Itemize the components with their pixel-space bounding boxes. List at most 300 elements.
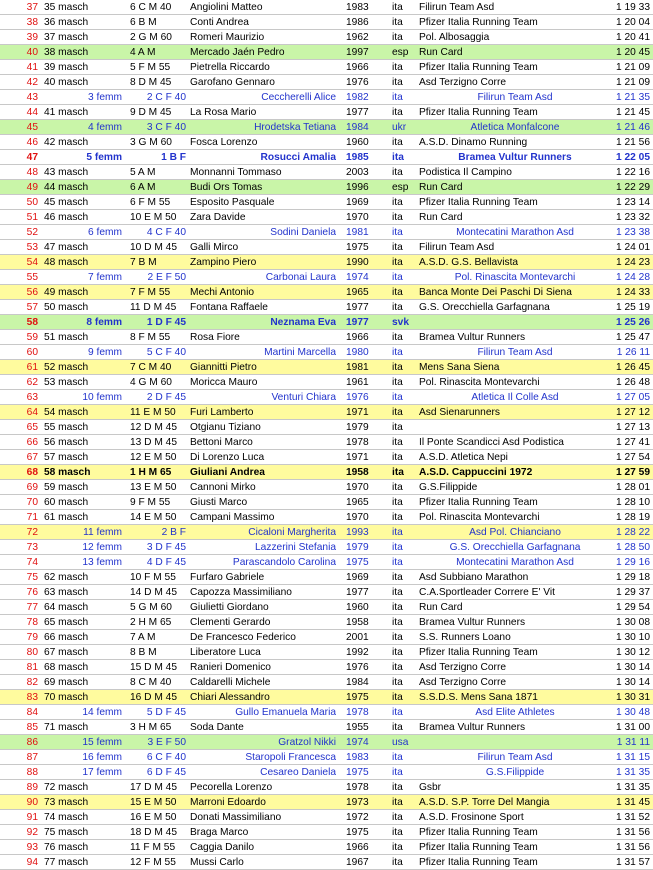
category-code-cell: 10 E M 50 [130, 212, 177, 223]
finish-time-cell: 1 21 09 [616, 62, 650, 73]
team-name-cell: Atletica Monfalcone [470, 122, 560, 133]
birth-year-cell: 1975 [346, 767, 369, 778]
nationality-cell: ita [392, 857, 403, 868]
nationality-cell: ita [392, 542, 403, 553]
nationality-cell: ita [392, 677, 403, 688]
nationality-cell: ita [392, 527, 403, 538]
team-name-cell: G.S. Orecchiella Garfagnana [449, 542, 581, 553]
category-rank-cell: 74 masch [44, 812, 89, 823]
finish-time-cell: 1 22 05 [616, 152, 650, 163]
category-code-cell: 12 E M 50 [130, 452, 177, 463]
athlete-name-cell: La Rosa Mario [190, 107, 257, 118]
athlete-name-cell: Ranieri Domenico [190, 662, 271, 673]
table-row [0, 630, 653, 645]
category-rank-cell: 6 femm [88, 227, 122, 238]
athlete-name-cell: Giuliani Andrea [190, 467, 265, 478]
table-row [0, 195, 653, 210]
birth-year-cell: 1981 [346, 362, 369, 373]
position-cell: 89 [26, 782, 38, 793]
category-code-cell: 1 D F 45 [146, 317, 186, 328]
position-cell: 44 [26, 107, 38, 118]
birth-year-cell: 1975 [346, 692, 369, 703]
table-row [0, 555, 653, 570]
nationality-cell: ita [392, 587, 403, 598]
finish-time-cell: 1 26 45 [616, 362, 650, 373]
category-rank-cell: 11 femm [83, 527, 122, 538]
nationality-cell: ita [392, 227, 403, 238]
birth-year-cell: 1983 [346, 2, 369, 13]
table-row [0, 540, 653, 555]
table-row [0, 120, 653, 135]
nationality-cell: ita [392, 422, 403, 433]
position-cell: 91 [26, 812, 38, 823]
athlete-name-cell: Romeri Maurizio [190, 32, 265, 43]
position-cell: 52 [26, 227, 38, 238]
team-name-cell: Pfizer Italia Running Team [419, 497, 538, 508]
athlete-name-cell: Conti Andrea [190, 17, 249, 28]
finish-time-cell: 1 26 11 [616, 347, 650, 358]
finish-time-cell: 1 20 04 [616, 17, 650, 28]
category-rank-cell: 3 femm [88, 92, 122, 103]
category-code-cell: 3 E F 50 [147, 737, 186, 748]
finish-time-cell: 1 24 23 [616, 257, 650, 268]
finish-time-cell: 1 21 56 [616, 137, 650, 148]
athlete-name-cell: Monnanni Tommaso [190, 167, 282, 178]
category-rank-cell: 56 masch [44, 437, 89, 448]
category-rank-cell: 60 masch [44, 497, 89, 508]
category-rank-cell: 7 femm [88, 272, 122, 283]
position-cell: 62 [26, 377, 38, 388]
position-cell: 87 [26, 752, 38, 763]
category-rank-cell: 62 masch [44, 572, 89, 583]
birth-year-cell: 1972 [346, 812, 369, 823]
category-rank-cell: 17 femm [82, 767, 122, 778]
table-row [0, 225, 653, 240]
table-row [0, 780, 653, 795]
team-name-cell: Asd Terzigno Corre [419, 662, 507, 673]
table-row [0, 720, 653, 735]
table-row [0, 60, 653, 75]
team-name-cell: Asd Sienarunners [419, 407, 500, 418]
category-code-cell: 4 A M [130, 47, 156, 58]
birth-year-cell: 1969 [346, 572, 369, 583]
nationality-cell: ita [392, 497, 403, 508]
birth-year-cell: 1984 [346, 677, 369, 688]
birth-year-cell: 2003 [346, 167, 369, 178]
category-rank-cell: 77 masch [44, 857, 89, 868]
category-code-cell: 11 E M 50 [130, 407, 176, 418]
position-cell: 71 [26, 512, 38, 523]
table-row [0, 105, 653, 120]
finish-time-cell: 1 23 32 [616, 212, 650, 223]
team-name-cell: Pfizer Italia Running Team [419, 107, 538, 118]
category-code-cell: 12 F M 55 [130, 857, 176, 868]
nationality-cell: ita [392, 107, 403, 118]
athlete-name-cell: Campani Massimo [190, 512, 275, 523]
nationality-cell: ita [392, 572, 403, 583]
team-name-cell: Il Ponte Scandicci Asd Podistica [419, 437, 564, 448]
category-code-cell: 7 B M [130, 257, 157, 268]
birth-year-cell: 1978 [346, 782, 369, 793]
table-row [0, 285, 653, 300]
finish-time-cell: 1 24 01 [616, 242, 650, 253]
team-name-cell: Asd Elite Athletes [475, 707, 555, 718]
category-code-cell: 7 A M [130, 632, 156, 643]
table-row [0, 15, 653, 30]
athlete-name-cell: Carbonai Laura [265, 272, 336, 283]
finish-time-cell: 1 25 47 [616, 332, 650, 343]
category-rank-cell: 55 masch [44, 422, 89, 433]
position-cell: 38 [26, 17, 38, 28]
position-cell: 92 [26, 827, 38, 838]
position-cell: 86 [26, 737, 38, 748]
birth-year-cell: 1979 [346, 422, 369, 433]
category-rank-cell: 59 masch [44, 482, 89, 493]
birth-year-cell: 1958 [346, 467, 369, 478]
nationality-cell: ita [392, 302, 403, 313]
athlete-name-cell: Otgianu Tiziano [190, 422, 261, 433]
finish-time-cell: 1 27 41 [616, 437, 650, 448]
position-cell: 54 [26, 257, 38, 268]
position-cell: 75 [26, 572, 38, 583]
nationality-cell: ita [392, 17, 403, 28]
table-row [0, 45, 653, 60]
nationality-cell: ita [392, 212, 403, 223]
nationality-cell: ita [392, 272, 403, 283]
athlete-name-cell: Cicaloni Margherita [248, 527, 336, 538]
category-rank-cell: 37 masch [44, 32, 89, 43]
nationality-cell: ita [392, 812, 403, 823]
athlete-name-cell: Angiolini Matteo [190, 2, 263, 13]
nationality-cell: ita [392, 287, 403, 298]
team-name-cell: Podistica Il Campino [419, 167, 512, 178]
finish-time-cell: 1 31 52 [616, 812, 650, 823]
birth-year-cell: 1977 [346, 302, 369, 313]
position-cell: 50 [26, 197, 38, 208]
category-rank-cell: 8 femm [86, 317, 122, 328]
athlete-name-cell: Liberatore Luca [190, 647, 261, 658]
category-rank-cell: 14 femm [82, 707, 122, 718]
athlete-name-cell: Capozza Massimiliano [190, 587, 292, 598]
nationality-cell: ita [392, 662, 403, 673]
category-code-cell: 4 D F 45 [146, 557, 186, 568]
category-code-cell: 7 C M 40 [130, 362, 172, 373]
birth-year-cell: 1970 [346, 512, 369, 523]
athlete-name-cell: Clementi Gerardo [190, 617, 271, 628]
category-rank-cell: 52 masch [44, 362, 89, 373]
team-name-cell: Asd Pol. Chianciano [469, 527, 561, 538]
birth-year-cell: 1955 [346, 722, 369, 733]
category-rank-cell: 64 masch [44, 602, 89, 613]
category-code-cell: 6 F M 55 [130, 197, 171, 208]
table-row [0, 660, 653, 675]
table-row [0, 210, 653, 225]
table-row [0, 390, 653, 405]
category-code-cell: 6 C M 40 [130, 2, 172, 13]
category-rank-cell: 57 masch [44, 452, 89, 463]
nationality-cell: ita [392, 617, 403, 628]
nationality-cell: ita [392, 482, 403, 493]
birth-year-cell: 1970 [346, 482, 369, 493]
birth-year-cell: 1962 [346, 32, 369, 43]
table-row [0, 795, 653, 810]
position-cell: 83 [26, 692, 38, 703]
birth-year-cell: 1967 [346, 857, 369, 868]
team-name-cell: Asd Subbiano Marathon [419, 572, 529, 583]
category-code-cell: 6 B M [130, 17, 157, 28]
team-name-cell: A.S.D. Atletica Nepi [419, 452, 508, 463]
table-row [0, 750, 653, 765]
category-code-cell: 8 F M 55 [130, 332, 171, 343]
finish-time-cell: 1 30 48 [616, 707, 650, 718]
table-row [0, 420, 653, 435]
position-cell: 55 [26, 272, 38, 283]
nationality-cell: ita [392, 92, 403, 103]
position-cell: 60 [26, 347, 38, 358]
position-cell: 40 [26, 47, 38, 58]
table-row [0, 165, 653, 180]
position-cell: 80 [26, 647, 38, 658]
birth-year-cell: 1974 [346, 272, 369, 283]
athlete-name-cell: Staropoli Francesca [245, 752, 336, 763]
nationality-cell: ita [392, 62, 403, 73]
finish-time-cell: 1 30 10 [616, 632, 650, 643]
category-rank-cell: 49 masch [44, 287, 89, 298]
finish-time-cell: 1 31 56 [616, 827, 650, 838]
birth-year-cell: 1981 [346, 227, 369, 238]
team-name-cell: Filirun Team Asd [419, 2, 495, 13]
athlete-name-cell: Furfaro Gabriele [190, 572, 265, 583]
finish-time-cell: 1 21 35 [616, 92, 650, 103]
nationality-cell: ita [392, 242, 403, 253]
finish-time-cell: 1 30 12 [616, 647, 650, 658]
athlete-name-cell: Zara Davide [190, 212, 246, 223]
category-code-cell: 14 D M 45 [130, 587, 177, 598]
category-rank-cell: 38 masch [44, 47, 89, 58]
position-cell: 41 [26, 62, 38, 73]
category-code-cell: 10 D M 45 [130, 242, 177, 253]
category-rank-cell: 36 masch [44, 17, 89, 28]
birth-year-cell: 1980 [346, 347, 369, 358]
category-code-cell: 2 C F 40 [146, 92, 186, 103]
athlete-name-cell: Caggia Danilo [190, 842, 254, 853]
athlete-name-cell: Parascandolo Carolina [232, 557, 336, 568]
category-rank-cell: 54 masch [44, 407, 89, 418]
position-cell: 76 [26, 587, 38, 598]
category-code-cell: 3 H M 65 [130, 722, 172, 733]
team-name-cell: Pol. Rinascita Montevarchi [419, 377, 540, 388]
category-code-cell: 11 F M 55 [130, 842, 176, 853]
table-row [0, 240, 653, 255]
team-name-cell: Pol. Albosaggia [419, 32, 490, 43]
category-rank-cell: 72 masch [44, 782, 89, 793]
category-code-cell: 10 F M 55 [130, 572, 176, 583]
nationality-cell: esp [392, 47, 409, 58]
table-row [0, 600, 653, 615]
position-cell: 69 [26, 482, 38, 493]
position-cell: 93 [26, 842, 38, 853]
athlete-name-cell: Neznama Eva [270, 317, 336, 328]
category-code-cell: 5 G M 60 [130, 602, 172, 613]
position-cell: 48 [26, 167, 38, 178]
team-name-cell: G.S.Filippide [419, 482, 478, 493]
table-row [0, 0, 653, 15]
position-cell: 84 [26, 707, 38, 718]
table-row [0, 615, 653, 630]
category-rank-cell: 63 masch [44, 587, 89, 598]
table-row [0, 180, 653, 195]
category-rank-cell: 69 masch [44, 677, 89, 688]
birth-year-cell: 1971 [346, 452, 369, 463]
team-name-cell: S.S. Runners Loano [419, 632, 511, 643]
finish-time-cell: 1 23 38 [616, 227, 650, 238]
position-cell: 64 [26, 407, 38, 418]
athlete-name-cell: Moricca Mauro [190, 377, 258, 388]
athlete-name-cell: Galli Mirco [190, 242, 239, 253]
category-rank-cell: 53 masch [44, 377, 89, 388]
category-code-cell: 8 C M 40 [130, 677, 172, 688]
category-rank-cell: 15 femm [82, 737, 122, 748]
category-code-cell: 4 C F 40 [146, 227, 186, 238]
athlete-name-cell: Caldarelli Michele [190, 677, 271, 688]
birth-year-cell: 1969 [346, 197, 369, 208]
birth-year-cell: 1992 [346, 647, 369, 658]
athlete-name-cell: Chiari Alessandro [190, 692, 270, 703]
athlete-name-cell: Sodini Daniela [270, 227, 336, 238]
team-name-cell: A.S.D. Frosinone Sport [419, 812, 524, 823]
team-name-cell: Filirun Team Asd [419, 242, 495, 253]
table-row [0, 75, 653, 90]
category-rank-cell: 16 femm [82, 752, 122, 763]
team-name-cell: A.S.D. G.S. Bellavista [419, 257, 519, 268]
position-cell: 49 [26, 182, 38, 193]
team-name-cell: Pfizer Italia Running Team [419, 197, 538, 208]
category-rank-cell: 9 femm [88, 347, 122, 358]
position-cell: 53 [26, 242, 38, 253]
team-name-cell: G.S.Filippide [485, 767, 545, 778]
table-row [0, 315, 653, 330]
athlete-name-cell: Ceccherelli Alice [261, 92, 336, 103]
athlete-name-cell: Budi Ors Tomas [190, 182, 263, 193]
birth-year-cell: 1977 [346, 317, 369, 328]
birth-year-cell: 2001 [346, 632, 369, 643]
category-code-cell: 3 D F 45 [146, 542, 186, 553]
position-cell: 70 [26, 497, 38, 508]
category-code-cell: 7 F M 55 [130, 287, 171, 298]
nationality-cell: ita [392, 647, 403, 658]
position-cell: 39 [26, 32, 38, 43]
nationality-cell: ita [392, 782, 403, 793]
team-name-cell: Asd Terzigno Corre [419, 677, 507, 688]
finish-time-cell: 1 31 35 [616, 767, 650, 778]
finish-time-cell: 1 20 45 [616, 47, 650, 58]
position-cell: 74 [26, 557, 38, 568]
category-rank-cell: 58 masch [44, 467, 91, 478]
birth-year-cell: 1966 [346, 842, 369, 853]
position-cell: 72 [26, 527, 38, 538]
athlete-name-cell: Lazzerini Stefania [255, 542, 336, 553]
category-code-cell: 2 G M 60 [130, 32, 172, 43]
table-row [0, 765, 653, 780]
table-row [0, 255, 653, 270]
birth-year-cell: 1958 [346, 617, 369, 628]
position-cell: 43 [26, 92, 38, 103]
category-code-cell: 15 D M 45 [130, 662, 177, 673]
finish-time-cell: 1 28 01 [616, 482, 650, 493]
category-rank-cell: 10 femm [82, 392, 122, 403]
birth-year-cell: 1985 [346, 152, 369, 163]
athlete-name-cell: Esposito Pasquale [190, 197, 275, 208]
athlete-name-cell: Giannitti Pietro [190, 362, 257, 373]
category-rank-cell: 47 masch [44, 242, 89, 253]
position-cell: 82 [26, 677, 38, 688]
team-name-cell: A.S.D. Dinamo Running [419, 137, 528, 148]
athlete-name-cell: Garofano Gennaro [190, 77, 275, 88]
athlete-name-cell: Fosca Lorenzo [190, 137, 258, 148]
nationality-cell: ita [392, 332, 403, 343]
finish-time-cell: 1 25 19 [616, 302, 650, 313]
finish-time-cell: 1 29 16 [616, 557, 650, 568]
category-code-cell: 2 H M 65 [130, 617, 172, 628]
birth-year-cell: 1976 [346, 662, 369, 673]
finish-time-cell: 1 29 37 [616, 587, 650, 598]
nationality-cell: ita [392, 137, 403, 148]
team-name-cell: Montecatini Marathon Asd [456, 557, 574, 568]
table-row [0, 330, 653, 345]
finish-time-cell: 1 31 56 [616, 842, 650, 853]
birth-year-cell: 1977 [346, 587, 369, 598]
category-code-cell: 17 D M 45 [130, 782, 177, 793]
finish-time-cell: 1 30 31 [616, 692, 650, 703]
table-row [0, 675, 653, 690]
birth-year-cell: 1975 [346, 827, 369, 838]
category-rank-cell: 39 masch [44, 62, 89, 73]
category-code-cell: 4 G M 60 [130, 377, 172, 388]
position-cell: 42 [26, 77, 38, 88]
birth-year-cell: 1960 [346, 137, 369, 148]
position-cell: 77 [26, 602, 38, 613]
category-code-cell: 2 E F 50 [147, 272, 186, 283]
team-name-cell: Bramea Vultur Runners [419, 722, 526, 733]
category-code-cell: 6 A M [130, 182, 156, 193]
category-code-cell: 3 C F 40 [146, 122, 186, 133]
finish-time-cell: 1 29 54 [616, 602, 650, 613]
finish-time-cell: 1 27 59 [616, 467, 650, 478]
finish-time-cell: 1 31 15 [616, 752, 650, 763]
finish-time-cell: 1 31 00 [616, 722, 650, 733]
finish-time-cell: 1 27 13 [616, 422, 650, 433]
category-rank-cell: 65 masch [44, 617, 89, 628]
category-rank-cell: 35 masch [44, 2, 89, 13]
nationality-cell: ita [392, 797, 403, 808]
position-cell: 66 [26, 437, 38, 448]
team-name-cell: Filirun Team Asd [477, 92, 553, 103]
athlete-name-cell: Mussi Carlo [190, 857, 244, 868]
team-name-cell: Run Card [419, 47, 463, 58]
team-name-cell: G.S. Orecchiella Garfagnana [419, 302, 550, 313]
team-name-cell: Gsbr [419, 782, 442, 793]
birth-year-cell: 1977 [346, 107, 369, 118]
birth-year-cell: 1996 [346, 182, 369, 193]
birth-year-cell: 1976 [346, 77, 369, 88]
category-code-cell: 5 A M [130, 167, 156, 178]
nationality-cell: usa [392, 737, 409, 748]
nationality-cell: ita [392, 197, 403, 208]
team-name-cell: Filirun Team Asd [477, 752, 553, 763]
table-row [0, 300, 653, 315]
nationality-cell: ita [392, 452, 403, 463]
category-code-cell: 15 E M 50 [130, 797, 177, 808]
